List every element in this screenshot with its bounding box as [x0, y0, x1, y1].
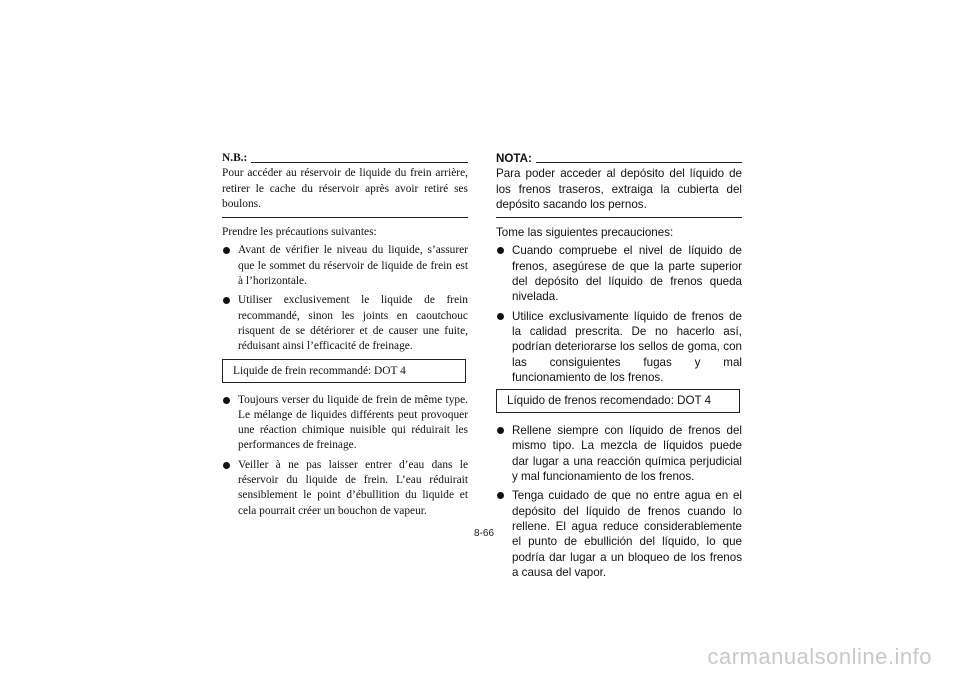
- note-end-rule: [222, 217, 468, 218]
- note-heading: [496, 151, 742, 166]
- list-item: Cuando compruebe el nivel de líquido de frenos, asegúrese de que la parte superior del depósito del líquido de frenos queda nivelada.: [496, 243, 742, 304]
- note-label: NOTA:: [496, 152, 532, 165]
- list-item: Veiller à ne pas laisser entrer d’eau dans le réservoir du liquide de frein. L’eau réduirait sensiblement le point d’ébullition du liquide et cela pourrait créer un bouchon de vapeur.: [222, 458, 468, 519]
- spanish-column: [496, 151, 742, 584]
- list-item: Toujours verser du liquide de frein de même type. Le mélange de liquides différents peut provoquer une réaction chimique nuisible qui réduirait les performances de freinage.: [222, 393, 468, 454]
- note-heading: [222, 151, 468, 166]
- note-rule: [536, 162, 742, 163]
- precautions-intro: Tome las siguientes precauciones:: [496, 226, 674, 240]
- note-text: Pour accéder au réservoir de liquide du frein arrière, retirer le cache du réservoir après avoir retiré ses boulons.: [222, 167, 468, 210]
- precautions-intro: Prendre les précautions suivantes:: [222, 226, 377, 239]
- recommended-fluid-box: Liquide de frein recommandé: DOT 4: [222, 359, 466, 383]
- list-item: Avant de vérifier le niveau du liquide, s’assurer que le sommet du réservoir de liquide de frein est à l’horizontale.: [222, 243, 468, 289]
- precautions-list: [222, 243, 468, 354]
- list-item: Utilice exclusivamente líquido de frenos de la calidad prescrita. De no hacerlo así, podrían deteriorarse los sellos de goma, con las consiguientes fugas y mal funcionamiento de los frenos.: [496, 309, 742, 385]
- list-item: Tenga cuidado de que no entre agua en el depósito del líquido de frenos cuando lo rellene. El agua reduce considerablemente el punto de ebullición del líquido, lo que podría dar lugar a un bloqueo de los frenos a causa del vapor.: [496, 488, 742, 580]
- note-text: Para poder acceder al depósito del líquido de los frenos traseros, extraiga la cubierta del depósito sacando los pernos.: [496, 167, 742, 211]
- note-rule: [251, 162, 468, 163]
- watermark: carmanualsonline.info: [707, 644, 932, 669]
- recommended-fluid-box: Líquido de frenos recomendado: DOT 4: [496, 389, 740, 413]
- note-label: N.B.:: [222, 152, 248, 164]
- precautions-list: [496, 243, 742, 385]
- list-item: Rellene siempre con líquido de frenos del mismo tipo. La mezcla de líquidos puede dar lugar a una reacción química perjudicial y mal funcionamiento de los frenos.: [496, 423, 742, 484]
- note-end-rule: [496, 217, 742, 218]
- french-column: [222, 151, 468, 523]
- precautions-list: [496, 423, 742, 580]
- precautions-list: [222, 393, 468, 519]
- list-item: Utiliser exclusivement le liquide de frein recommandé, sinon les joints en caoutchouc risquent de se détériorer et de causer une fuite, réduisant ainsi l’efficacité de freinage.: [222, 293, 468, 354]
- page-number: 8-66: [473, 528, 494, 539]
